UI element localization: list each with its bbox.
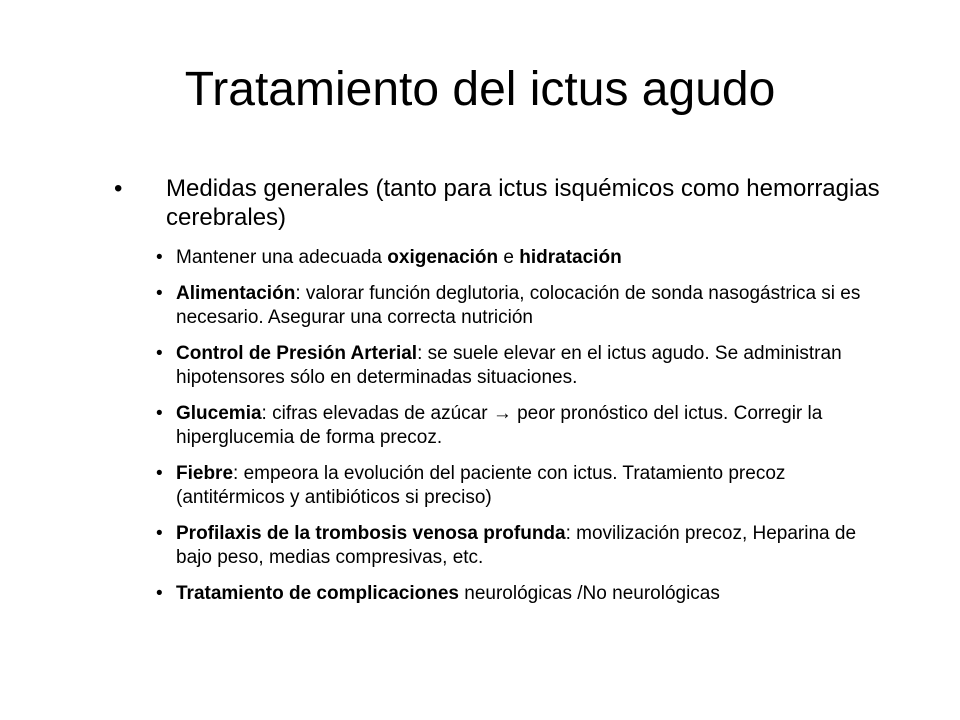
sub-item-hidratacion — [154, 246, 896, 270]
sub-item-bold: oxigenación — [387, 247, 499, 268]
slide-title: Tratamiento del ictus agudo — [184, 63, 776, 116]
sub-item-bold: Fiebre — [176, 463, 234, 484]
sub-item-bold: Glucemia — [176, 403, 262, 424]
sub-item-glucemia — [154, 402, 896, 450]
sub-item-complicaciones — [154, 582, 896, 606]
main-bullet-item — [114, 174, 920, 606]
sub-item-text: e — [498, 247, 520, 268]
sub-item-bold: Profilaxis de la trombosis venosa profunda — [176, 523, 566, 544]
bullet-icon: • — [156, 343, 163, 364]
sub-item-text: Mantener una adecuada — [176, 247, 388, 268]
bullet-icon: • — [114, 175, 123, 202]
sub-item-profilaxis — [154, 522, 896, 570]
bullet-icon: • — [156, 583, 163, 604]
sub-item-bold: hidratación — [519, 247, 622, 268]
bullet-icon: • — [156, 463, 163, 484]
sub-item-bold: Tratamiento de complicaciones — [176, 583, 459, 604]
sub-item-fiebre — [154, 462, 896, 510]
bullet-icon: • — [156, 247, 163, 268]
bullet-icon: • — [156, 403, 163, 424]
sub-item-alimentacion — [154, 282, 896, 330]
sub-item-presion-arterial — [154, 342, 896, 390]
sub-item-text: neurológicas /No neurológicas — [458, 583, 720, 604]
sub-item-text: : cifras elevadas de azúcar → peor pronóstico del ictus. Corregir la hiperglucemia de forma precoz. — [176, 403, 823, 448]
bullet-icon: • — [156, 523, 163, 544]
bullet-icon: • — [156, 283, 163, 304]
sub-item-text: : valorar función deglutoria, colocación de sonda nasogástrica si es necesario. Asegurar una correcta nutrición — [176, 283, 861, 328]
sub-bullet-list — [156, 246, 920, 606]
sub-item-text: : movilización precoz, Heparina de bajo peso, medias compresivas, etc. — [176, 523, 857, 568]
sub-item-text: : empeora la evolución del paciente con ictus. Tratamiento precoz (antitérmicos y antibióticos si preciso) — [176, 463, 786, 508]
sub-item-bold: Alimentación — [176, 283, 296, 304]
main-bullet-list — [114, 174, 920, 618]
main-bullet-text: Medidas generales (tanto para ictus isquémicos como hemorragias cerebrales) — [166, 175, 880, 231]
sub-item-text: : se suele elevar en el ictus agudo. Se administran hipotensores sólo en determinadas situaciones. — [176, 343, 842, 388]
sub-item-bold: Control de Presión Arterial — [176, 343, 418, 364]
